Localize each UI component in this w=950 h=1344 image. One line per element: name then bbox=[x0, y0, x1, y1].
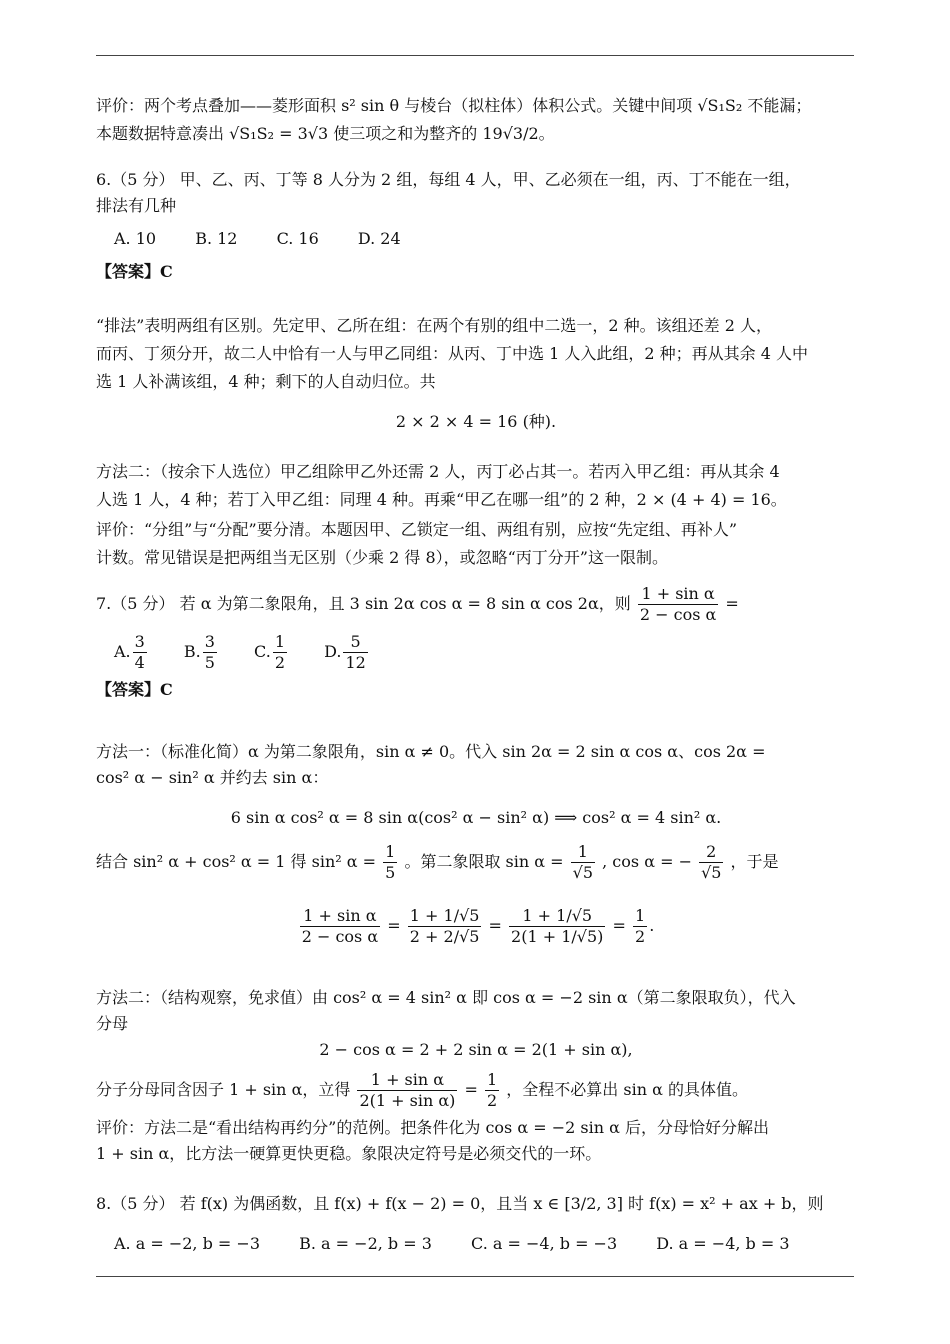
q7-option-d-fraction bbox=[343, 632, 367, 673]
q7-chain-eq2: = bbox=[488, 916, 502, 935]
q7-stem-denominator: 2 − cos α bbox=[639, 605, 717, 624]
q7-m1-f1-num: 1 bbox=[385, 842, 396, 861]
q7-option-d-den: 12 bbox=[345, 653, 366, 672]
q7-m2-l3-text-a: 分子分母同含因子 1 + sin α，立得 bbox=[96, 1080, 351, 1099]
q7-chain-fraction1 bbox=[300, 906, 380, 947]
q7-chain-f4-den: 2 bbox=[635, 927, 646, 946]
q7-review-line1: 评价：方法二是“看出结构再约分”的范例。把条件化为 cos α = −2 sin α 后，分母恰好分解出 bbox=[96, 1118, 770, 1137]
q7-answer: 【答案】C bbox=[96, 680, 173, 699]
q7-option-b-num: 3 bbox=[204, 632, 215, 651]
q7-chain-f1-num: 1 + sin α bbox=[300, 906, 380, 927]
q6-stem-line2: 排法有几种 bbox=[96, 196, 177, 215]
q6-option-a: A. 10 bbox=[114, 229, 157, 248]
q7-chain-f4-num: 1 bbox=[635, 906, 646, 925]
q6-solution-line3: 选 1 人补满该组，4 种；剩下的人自动归位。共 bbox=[96, 372, 436, 391]
q5-review-line1: 评价：两个考点叠加——菱形面积 s² sin θ 与棱台（拟柱体）体积公式。关键中间项 √S₁S₂ 不能漏； bbox=[96, 96, 812, 115]
q6-solution-line1: “排法”表明两组有区别。先定甲、乙所在组：在两个有别的组中二选一，2 种。该组还差 2 人， bbox=[96, 316, 772, 335]
q7-review-line2: 1 + sin α，比方法一硬算更快更稳。象限决定符号是必须交代的一环。 bbox=[96, 1144, 602, 1163]
q7-m2-f2-num: 1 bbox=[487, 1070, 498, 1089]
q7-option-d bbox=[324, 632, 370, 672]
q7-m1-l3-text-c: , cos α = − bbox=[602, 852, 692, 871]
q6-method2-line1: 方法二：（按余下人选位）甲乙组除甲乙外还需 2 人，丙丁必占其一。若丙入甲乙组：再从其余 4 bbox=[96, 462, 780, 481]
q8-option-a: A. a = −2, b = −3 bbox=[114, 1234, 261, 1253]
q7-method2-line2: 分母 bbox=[96, 1014, 129, 1033]
q7-m1-f3-num: 2 bbox=[699, 842, 723, 863]
q7-chain-fraction3 bbox=[509, 906, 605, 947]
q7-option-d-letter: D. bbox=[324, 642, 342, 661]
q7-chain-f3-num: 1 + 1/√5 bbox=[509, 906, 605, 927]
q7-method1-fraction-chain bbox=[96, 906, 856, 947]
q7-option-c-fraction bbox=[273, 632, 287, 673]
q6-formula: 2 × 2 × 4 = 16 (种). bbox=[395, 412, 557, 431]
q7-chain-eq3: = bbox=[612, 916, 626, 935]
q6-solution-line2: 而丙、丁须分开，故二人中恰有一人与甲乙同组：从丙、丁中选 1 人入此组，2 种；再从其余 4 人中 bbox=[96, 344, 808, 363]
q6-options bbox=[114, 225, 874, 253]
q7-option-c-num: 1 bbox=[274, 632, 285, 651]
q7-m1-l3-text-d: ，于是 bbox=[730, 852, 779, 871]
q7-chain-f2-num: 1 + 1/√5 bbox=[409, 906, 480, 925]
q7-chain-f2-den: 2 + 2/√5 bbox=[409, 927, 480, 946]
q8-option-b: B. a = −2, b = 3 bbox=[299, 1234, 432, 1253]
q7-method1-line2: cos² α − sin² α 并约去 sin α： bbox=[96, 768, 329, 787]
top-rule bbox=[96, 55, 854, 56]
q6-review-line1: 评价：“分组”与“分配”要分清。本题因甲、乙锁定一组、两组有别，应按“先定组、再补人” bbox=[96, 520, 738, 539]
q7-stem-fraction bbox=[638, 584, 718, 625]
q7-option-a bbox=[114, 632, 149, 672]
q7-chain-period: . bbox=[649, 916, 655, 935]
q7-option-a-fraction bbox=[133, 632, 147, 673]
q7-options bbox=[114, 632, 874, 673]
q7-method2-line1: 方法二：（结构观察，免求值）由 cos² α = 4 sin² α 即 cos α = −2 sin α（第二象限取负），代入 bbox=[96, 988, 796, 1007]
q6-option-b: B. 12 bbox=[195, 229, 238, 248]
q7-chain-fraction2 bbox=[408, 906, 482, 947]
q7-m2-f2-den: 2 bbox=[487, 1091, 498, 1110]
q7-chain-f3-den: 2(1 + 1/√5) bbox=[511, 927, 604, 946]
q7-option-a-letter: A. bbox=[114, 642, 131, 661]
bottom-rule bbox=[96, 1276, 854, 1277]
q7-m1-l3-fraction3 bbox=[699, 842, 723, 883]
q7-option-b-fraction bbox=[203, 632, 217, 673]
q7-method2-formula: 2 − cos α = 2 + 2 sin α = 2(1 + sin α), bbox=[319, 1040, 633, 1059]
q7-m1-f2-den: √5 bbox=[572, 863, 594, 882]
q7-option-a-num: 3 bbox=[134, 632, 145, 651]
q7-m1-l3-text-a: 结合 sin² α + cos² α = 1 得 sin² α = bbox=[96, 852, 377, 871]
q7-method2-line3 bbox=[96, 1070, 856, 1111]
q7-method1-line1: 方法一：（标准化简）α 为第二象限角，sin α ≠ 0。代入 sin 2α = 2 sin α cos α、cos 2α = bbox=[96, 742, 766, 761]
q7-m1-f2-num: 1 bbox=[571, 842, 595, 863]
q7-chain-f1-den: 2 − cos α bbox=[301, 927, 379, 946]
q7-chain-eq1: = bbox=[387, 916, 401, 935]
q7-option-d-num: 5 bbox=[343, 632, 367, 653]
q7-stem bbox=[96, 584, 856, 625]
q6-review-line2: 计数。常见错误是把两组当无区别（少乘 2 得 8），或忽略“丙丁分开”这一限制。 bbox=[96, 548, 668, 567]
q7-m2-l3-fraction1 bbox=[357, 1070, 457, 1111]
q8-options bbox=[114, 1230, 874, 1258]
q6-method2-line2: 人选 1 人，4 种；若丁入甲乙组：同理 4 种。再乘“甲乙在哪一组”的 2 种，2 × (4 + 4) = 16。 bbox=[96, 490, 787, 509]
q7-chain-fraction4 bbox=[633, 906, 647, 947]
q7-option-b bbox=[183, 632, 219, 672]
q6-option-c: C. 16 bbox=[276, 229, 319, 248]
q7-m1-f3-den: √5 bbox=[701, 863, 722, 882]
q5-review-line2: 本题数据特意凑出 √S₁S₂ = 3√3 使三项之和为整齐的 19√3/2。 bbox=[96, 124, 555, 143]
q7-m2-l3-fraction2 bbox=[485, 1070, 499, 1111]
q7-method1-line3 bbox=[96, 842, 856, 883]
q7-stem-text: 7.（5 分） 若 α 为第二象限角，且 3 sin 2α cos α = 8 sin α cos 2α，则 bbox=[96, 594, 631, 613]
q7-option-b-den: 5 bbox=[204, 653, 215, 672]
q7-m1-l3-text-b: 。第二象限取 sin α = bbox=[404, 852, 564, 871]
q7-stem-equals: = bbox=[725, 594, 739, 613]
q7-m2-l3-text-c: ，全程不必算出 sin α 的具体值。 bbox=[506, 1080, 748, 1099]
q7-method1-formula: 6 sin α cos² α = 8 sin α(cos² α − sin² α) ⟹ cos² α = 4 sin² α. bbox=[230, 808, 722, 827]
q7-m1-f1-den: 5 bbox=[385, 863, 396, 882]
q7-option-c-letter: C. bbox=[254, 642, 271, 661]
q7-m2-f1-num: 1 + sin α bbox=[357, 1070, 457, 1091]
q7-stem-numerator: 1 + sin α bbox=[638, 584, 718, 605]
q7-m1-l3-fraction2 bbox=[571, 842, 595, 883]
q6-stem-line1: 6.（5 分） 甲、乙、丙、丁等 8 人分为 2 组，每组 4 人，甲、乙必须在一组，丙、丁不能在一组， bbox=[96, 170, 801, 189]
q8-stem: 8.（5 分） 若 f(x) 为偶函数，且 f(x) + f(x − 2) = 0，且当 x ∈ [3/2, 3] 时 f(x) = x² + ax + b，则 bbox=[96, 1194, 824, 1213]
q7-m2-l3-eq: = bbox=[464, 1080, 478, 1099]
q7-option-b-letter: B. bbox=[183, 642, 201, 661]
q7-m2-f1-den: 2(1 + sin α) bbox=[359, 1091, 456, 1110]
q6-option-d: D. 24 bbox=[357, 229, 401, 248]
q7-option-a-den: 4 bbox=[134, 653, 145, 672]
q7-m1-l3-fraction1 bbox=[383, 842, 397, 883]
q7-option-c bbox=[254, 632, 289, 672]
q6-answer: 【答案】C bbox=[96, 262, 173, 281]
q8-option-c: C. a = −4, b = −3 bbox=[471, 1234, 618, 1253]
q7-option-c-den: 2 bbox=[274, 653, 285, 672]
q8-option-d: D. a = −4, b = 3 bbox=[656, 1234, 790, 1253]
